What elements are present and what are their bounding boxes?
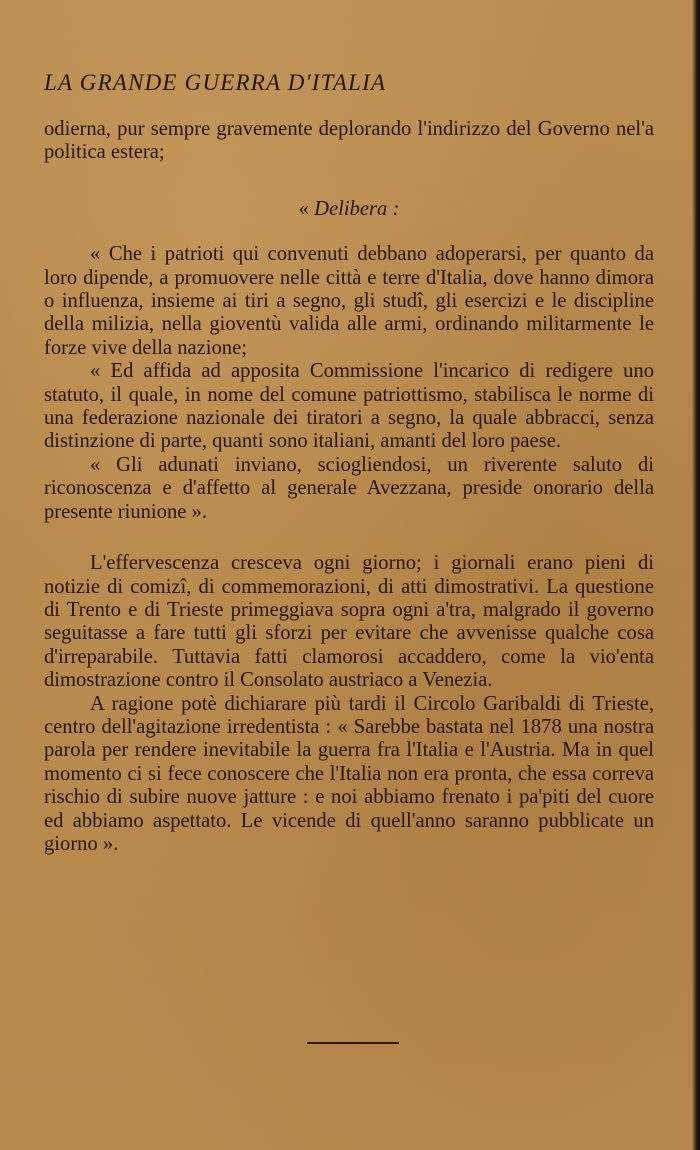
paragraph-resolution-2: « Ed affida ad apposita Commissione l'incarico di redigere uno statuto, il quale, in nome del comune patriottismo, stabilisca le norme di una federazione nazionale dei tiratori a segno, la quale abbracci, senza distinzione di parte, quanti sono italiani, amanti del loro paese. (44, 360, 654, 453)
body-text (44, 118, 654, 856)
running-head: LA GRANDE GUERRA D'ITALIA (44, 70, 387, 95)
paragraph-resolution-1: « Che i patrioti qui convenuti debbano adoperarsi, per quanto da loro dipende, a promuovere nelle città e terre d'Italia, dove hanno dimora o influenza, insieme ai tiri a segno, gli studî, gli esercizi e le discipline della milizia, nella gioventù valida alle armi, ordinando militarmente le forze vive della nazione; (44, 243, 654, 359)
delibera-word: Delibera : (314, 197, 400, 220)
delibera-quote: « (298, 197, 315, 220)
paragraph-effervescenza: L'effervescenza cresceva ogni giorno; i giornali erano pieni di notizie di comizî, di commemorazioni, di atti dimostrativi. La questione di Trento e di Trieste primeggiava sopra ogni a'tra, malgrado il governo seguitasse a fare tutti gli sforzi per evitare che avvenisse qualche cosa d'irreparabile. Tuttavia fatti clamorosi accaddero, come la vio'enta dimostrazione contro il Consolato austriaco a Venezia. (44, 552, 654, 692)
page-edge-shadow (692, 0, 700, 1150)
delibera-heading (44, 198, 654, 221)
section-end-rule (307, 1042, 399, 1044)
paragraph-resolution-3: « Gli adunati inviano, sciogliendosi, un riverente saluto di riconoscenza e d'affetto al generale Avezzana, preside onorario della presente riunione ». (44, 453, 654, 523)
paragraph-circolo-garibaldi: A ragione potè dichiarare più tardi il Circolo Garibaldi di Trieste, centro dell'agitazione irredentista : « Sarebbe bastata nel 1878 una nostra parola per rendere inevitabile la guerra fra l'Italia e l'Austria. Ma in quel momento ci si fece conoscere che l'Italia non era pronta, che essa correva rischio di subire nuove jatture : e noi abbiamo frenato i pa'piti del cuore ed abbiamo aspettato. Le vicende di quell'anno saranno pubblicate un giorno ». (44, 692, 654, 855)
paragraph-continuation: odierna, pur sempre gravemente deplorando l'indirizzo del Governo nel'a politica estera; (44, 118, 654, 164)
